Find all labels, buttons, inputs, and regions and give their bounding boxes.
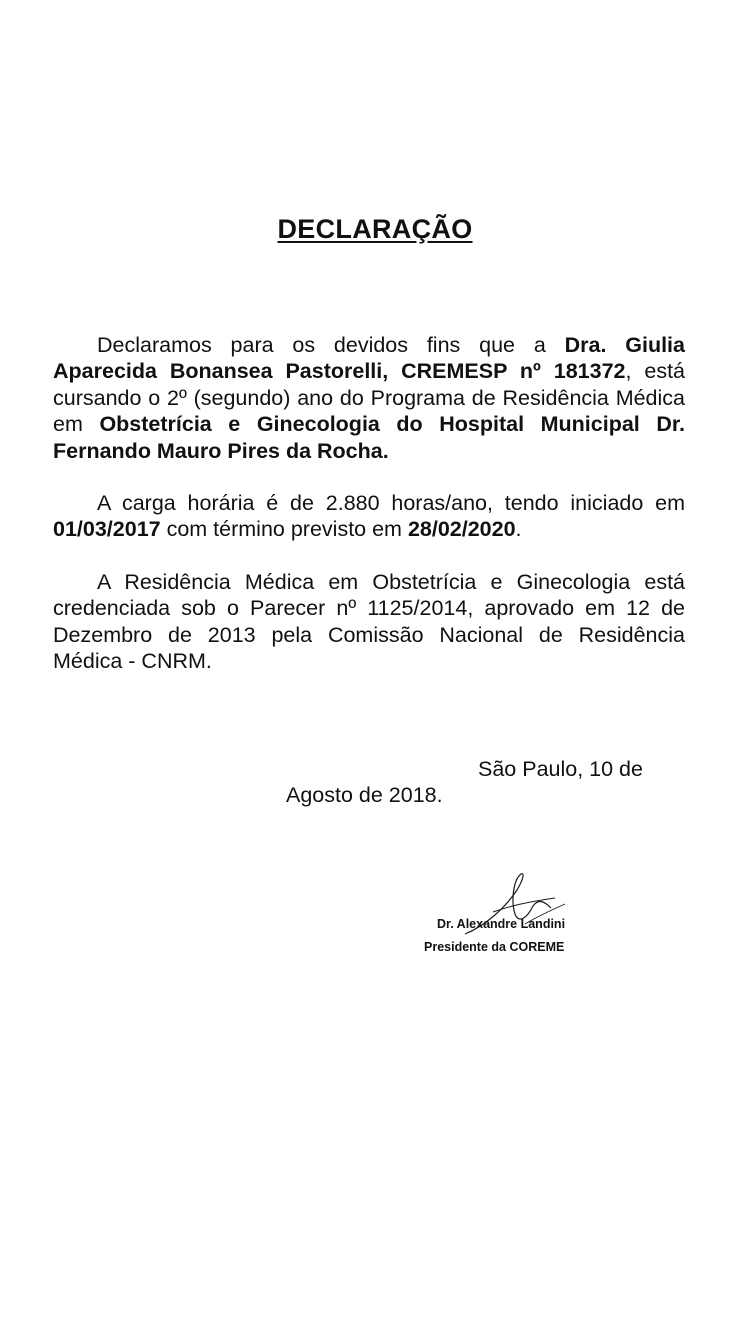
workload-paragraph <box>53 490 685 543</box>
paragraph-text: com término previsto em <box>160 517 408 542</box>
program-name: Obstetrícia e Ginecologia do Hospital Municipal Dr. Fernando Mauro Pires da Rocha. <box>53 412 686 463</box>
end-date: 28/02/2020 <box>407 517 516 542</box>
place-date-line-1: São Paulo, 10 de <box>478 757 643 781</box>
signer-name: Dr. Alexandre Landini <box>437 917 566 931</box>
place-date-line-2: Agosto de 2018. <box>286 783 443 807</box>
paragraph-text: . <box>515 517 522 542</box>
signer-role: Presidente da COREME <box>424 940 565 954</box>
paragraph-text: A carga horária é de 2.880 horas/ano, tendo iniciado em <box>97 491 685 515</box>
accreditation-paragraph: A Residência Médica em Obstetrícia e Ginecologia está credenciada sob o Parecer nº 1125/2014, aprovado em 12 de Dezembro de 2013 pela Comissão Nacional de Residência Médica - CNRM. <box>53 570 685 674</box>
document-title: DECLARAÇÃO <box>277 214 473 244</box>
resident-name: Dra. Giulia Aparecida Bonansea Pastorelli, CREMESP nº 181372 <box>53 333 685 384</box>
start-date: 01/03/2017 <box>53 517 161 542</box>
paragraph-text: Declaramos para os devidos fins que a <box>97 333 565 357</box>
paragraph-text: , está cursando o 2º (segundo) ano do Programa de Residência Médica em <box>53 359 685 437</box>
declaration-paragraph <box>53 332 685 464</box>
